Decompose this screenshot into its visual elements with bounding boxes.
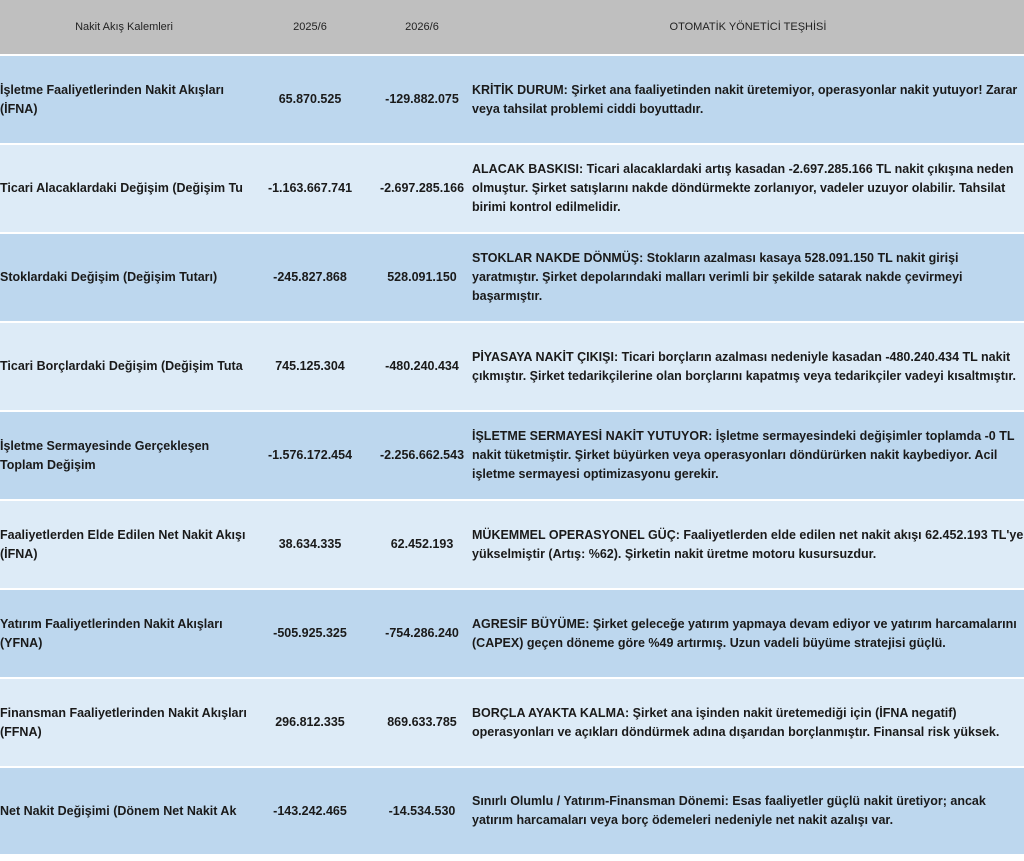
row-value-2026: -129.882.075 bbox=[372, 55, 472, 144]
header-item: Nakit Akış Kalemleri bbox=[0, 0, 248, 55]
row-value-2025: -505.925.325 bbox=[248, 589, 372, 678]
table-row bbox=[0, 233, 1024, 322]
row-item: Finansman Faaliyetlerinden Nakit Akışları (FFNA) bbox=[0, 678, 248, 767]
header-2025: 2025/6 bbox=[248, 0, 372, 55]
table-row bbox=[0, 411, 1024, 500]
row-diagnosis: İŞLETME SERMAYESİ NAKİT YUTUYOR: İşletme sermayesindeki değişimler toplamda -0 TL nakit tüketmiştir. Şirket büyürken veya operasyonları döndürürken nakit kaybediyor. Acil işletme sermayesi optimizasyonu gerekir. bbox=[472, 411, 1024, 500]
table-row bbox=[0, 500, 1024, 589]
row-item: Stoklardaki Değişim (Değişim Tutarı) bbox=[0, 233, 248, 322]
row-value-2025: 745.125.304 bbox=[248, 322, 372, 411]
row-value-2026: -2.256.662.543 bbox=[372, 411, 472, 500]
row-value-2026: -754.286.240 bbox=[372, 589, 472, 678]
table-row bbox=[0, 322, 1024, 411]
row-diagnosis: BORÇLA AYAKTA KALMA: Şirket ana işinden nakit üretemediği için (İFNA negatif) operasyonları ve açıkları döndürmek adına dışarıdan borçlanmıştır. Finansal risk yüksek. bbox=[472, 678, 1024, 767]
row-value-2026: 869.633.785 bbox=[372, 678, 472, 767]
table-row bbox=[0, 767, 1024, 854]
row-diagnosis: AGRESİF BÜYÜME: Şirket geleceğe yatırım yapmaya devam ediyor ve yatırım harcamalarını (CAPEX) geçen döneme göre %49 artırmış. Uzun vadeli büyüme stratejisi güçlü. bbox=[472, 589, 1024, 678]
row-value-2025: 296.812.335 bbox=[248, 678, 372, 767]
table-row bbox=[0, 589, 1024, 678]
row-item: İşletme Sermayesinde Gerçekleşen Toplam Değişim bbox=[0, 411, 248, 500]
row-value-2025: 65.870.525 bbox=[248, 55, 372, 144]
table-row bbox=[0, 55, 1024, 144]
row-item: İşletme Faaliyetlerinden Nakit Akışları (İFNA) bbox=[0, 55, 248, 144]
row-diagnosis: ALACAK BASKISI: Ticari alacaklardaki artış kasadan -2.697.285.166 TL nakit çıkışına neden olmuştur. Şirket satışlarını nakde döndürmekte zorlanıyor, vadeler uzuyor olabilir. Tahsilat birimi kontrol edilmelidir. bbox=[472, 144, 1024, 233]
row-value-2025: -1.163.667.741 bbox=[248, 144, 372, 233]
table-row bbox=[0, 678, 1024, 767]
table-row bbox=[0, 144, 1024, 233]
row-diagnosis: KRİTİK DURUM: Şirket ana faaliyetinden nakit üretemiyor, operasyonlar nakit yutuyor! Zarar veya tahsilat problemi ciddi boyuttadır. bbox=[472, 55, 1024, 144]
row-value-2026: -14.534.530 bbox=[372, 767, 472, 854]
row-value-2025: -143.242.465 bbox=[248, 767, 372, 854]
row-diagnosis: MÜKEMMEL OPERASYONEL GÜÇ: Faaliyetlerden elde edilen net nakit akışı 62.452.193 TL'ye yükselmiştir (Artış: %62). Şirketin nakit üretme motoru kusursuzdur. bbox=[472, 500, 1024, 589]
row-value-2026: 62.452.193 bbox=[372, 500, 472, 589]
row-item: Ticari Borçlardaki Değişim (Değişim Tuta bbox=[0, 359, 243, 373]
row-value-2025: -245.827.868 bbox=[248, 233, 372, 322]
header-diagnosis: OTOMATİK YÖNETİCİ TEŞHİSİ bbox=[472, 0, 1024, 55]
row-diagnosis: Sınırlı Olumlu / Yatırım-Finansman Dönemi: Esas faaliyetler güçlü nakit üretiyor; ancak yatırım harcamaları veya borç ödemeleri nedeniyle net nakit azalışı var. bbox=[472, 767, 1024, 854]
row-diagnosis: STOKLAR NAKDE DÖNMÜŞ: Stokların azalması kasaya 528.091.150 TL nakit girişi yaratmıştır. Şirket depolarındaki malları verimli bir şekilde satarak nakde çevirmeyi başarmıştır. bbox=[472, 233, 1024, 322]
row-item: Ticari Alacaklardaki Değişim (Değişim Tu bbox=[0, 181, 243, 195]
row-item: Yatırım Faaliyetlerinden Nakit Akışları (YFNA) bbox=[0, 589, 248, 678]
row-diagnosis: PİYASAYA NAKİT ÇIKIŞI: Ticari borçların azalması nedeniyle kasadan -480.240.434 TL nakit çıkmıştır. Şirket tedarikçilerine olan borçlarını kapatmış veya tedarikçiler vadeyi kısaltmıştır. bbox=[472, 322, 1024, 411]
row-value-2025: 38.634.335 bbox=[248, 500, 372, 589]
header-2026: 2026/6 bbox=[372, 0, 472, 55]
header-row bbox=[0, 0, 1024, 55]
row-item: Net Nakit Değişimi (Dönem Net Nakit Ak bbox=[0, 803, 237, 818]
row-value-2025: -1.576.172.454 bbox=[248, 411, 372, 500]
row-item: Faaliyetlerden Elde Edilen Net Nakit Akışı (İFNA) bbox=[0, 500, 248, 589]
row-value-2026: -480.240.434 bbox=[372, 322, 472, 411]
row-value-2026: 528.091.150 bbox=[372, 233, 472, 322]
row-value-2026: -2.697.285.166 bbox=[372, 144, 472, 233]
